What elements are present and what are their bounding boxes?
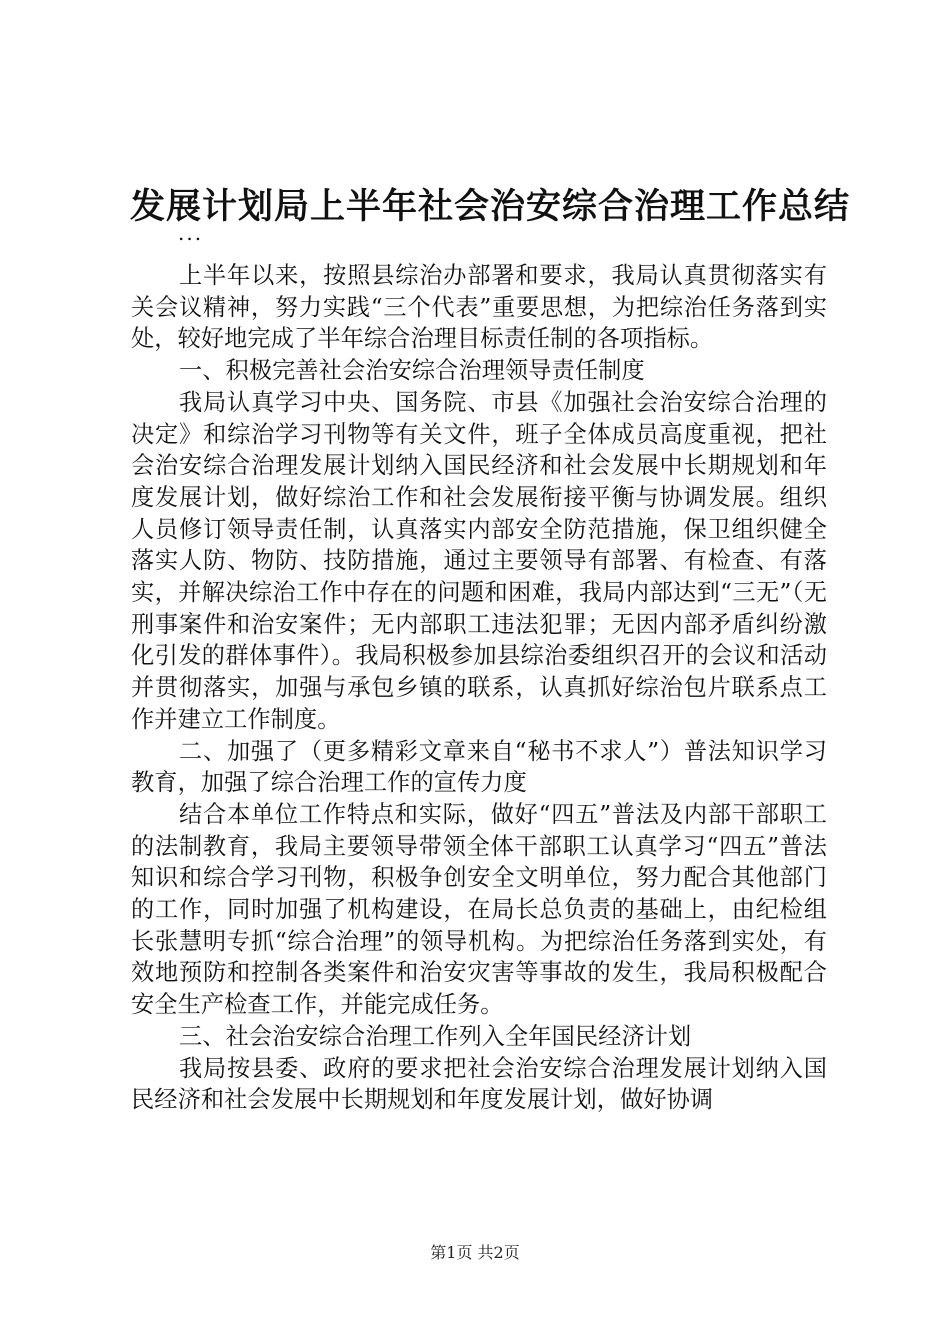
section-heading-2: 二、加强了（更多精彩文章来自“秘书不求人”）普法知识学习教育，加强了综合治理工作的宣传力度 (131, 737, 827, 797)
document-body (131, 260, 827, 1116)
page-number-footer: 第1页 共2页 (430, 1243, 520, 1262)
intro-paragraph: 上半年以来，按照县综治办部署和要求，我局认真贯彻落实有关会议精神，努力实践“三个代表”重要思想，为把综治任务落到实处，较好地完成了半年综合治理目标责任制的各项指标。 (131, 262, 827, 353)
title-continuation-ellipsis: ... (178, 221, 204, 245)
section-2-paragraph: 结合本单位工作特点和实际，做好“四五”普法及内部干部职工的法制教育，我局主要领导带领全体干部职工认真学习“四五”普法知识和综合学习刊物，积极争创安全文明单位，努力配合其他部门的工作，同时加强了机构建设，在局长总负责的基础上，由纪检组长张慧明专抓“综合治理”的领导机构。为把综治任务落到实处，有效地预防和控制各类案件和治安灾害等事故的发生，我局积极配合安全生产检查工作，并能完成任务。 (131, 800, 827, 1019)
section-heading-3: 三、社会治安综合治理工作列入全年国民经济计划 (179, 1022, 692, 1050)
section-heading-1: 一、积极完善社会治安综合治理领导责任制度 (179, 357, 645, 385)
document-title: 发展计划局上半年社会治安综合治理工作总结 (130, 186, 851, 227)
section-3-paragraph: 我局按县委、政府的要求把社会治安综合治理发展计划纳入国民经济和社会发展中长期规划和年度发展计划，做好协调 (131, 1054, 827, 1114)
section-1-paragraph: 我局认真学习中央、国务院、市县《加强社会治安综合治理的决定》和综治学习刊物等有关文件，班子全体成员高度重视，把社会治安综合治理发展计划纳入国民经济和社会发展中长期规划和年度发展计划，做好综治工作和社会发展衔接平衡与协调发展。组织人员修订领导责任制，认真落实内部安全防范措施，保卫组织健全落实人防、物防、技防措施，通过主要领导有部署、有检查、有落实，并解决综治工作中存在的问题和困难，我局内部达到“三无”（无刑事案件和治安案件；无内部职工违法犯罪；无因内部矛盾纠纷激化引发的群体事件）。我局积极参加县综治委组织召开的会议和活动并贯彻落实，加强与承包乡镇的联系，认真抓好综治包片联系点工作并建立工作制度。 (131, 388, 827, 733)
